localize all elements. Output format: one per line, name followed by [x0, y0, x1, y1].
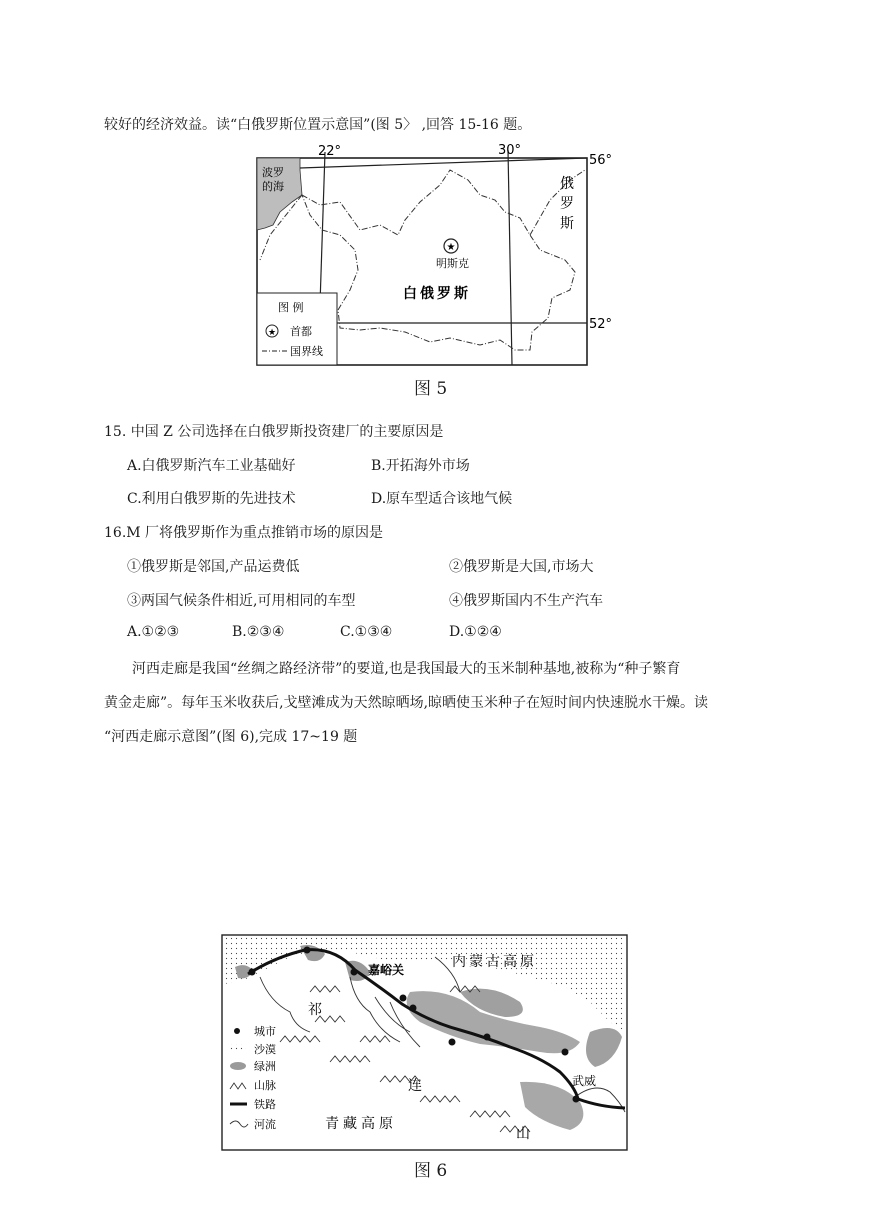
lon-30-label: 30° — [498, 143, 522, 158]
figure6-caption: 图 6 — [414, 1161, 448, 1181]
figure6-map — [220, 932, 630, 1152]
passage-line-2: 黄金走廊”。每年玉米收获后,戈壁滩成为天然晾晒场,晾晒使玉米种子在短时间内快速脱水干燥。读 — [104, 695, 709, 711]
city-dot — [484, 1034, 491, 1041]
city-dot — [410, 1005, 417, 1012]
passage-line-3: “河西走廊示意图”(图 6),完成 17~19 题 — [104, 729, 358, 745]
lian-label: 连 — [408, 1078, 422, 1094]
shan-label: 山 — [516, 1126, 530, 1142]
legend-oasis-label: 绿洲 — [254, 1060, 276, 1073]
qi-label: 祁 — [308, 1002, 322, 1018]
figure5-map — [240, 140, 640, 370]
q16-statement-4: ④俄罗斯国内不生产汽车 — [449, 593, 603, 609]
legend-railway-label: 铁路 — [254, 1098, 276, 1111]
q15-option-c: C.利用白俄罗斯的先进技术 — [127, 491, 296, 507]
belarus-label: 白俄罗斯 — [403, 286, 471, 302]
intro-line: 较好的经济效益。读“白俄罗斯位置示意国”(图 5〉 ,回答 15-16 题。 — [104, 117, 532, 133]
lat-52-label: 52° — [589, 317, 613, 332]
minsk-label: 明斯克 — [436, 257, 469, 270]
q16-option-d: D.①②④ — [449, 624, 502, 640]
city-dot — [249, 969, 256, 976]
legend-title: 图 例 — [278, 301, 304, 314]
q15-option-a: A.白俄罗斯汽车工业基础好 — [127, 458, 296, 474]
q16-option-b: B.②③④ — [232, 624, 285, 640]
russia-label-2: 罗 — [560, 196, 574, 212]
jiayuguan-label: 嘉峪关 — [368, 963, 405, 977]
city-dot — [304, 947, 311, 954]
svg-text:★: ★ — [267, 328, 277, 338]
wuwei-city-dot — [573, 1096, 580, 1103]
q15-option-d: D.原车型适合该地气候 — [371, 491, 513, 507]
svg-text:★: ★ — [446, 242, 456, 253]
baltic-label-1: 波罗 — [262, 166, 284, 179]
q15-stem: 15. 中国 Z 公司选择在白俄罗斯投资建厂的主要原因是 — [104, 424, 444, 440]
lat-56-label: 56° — [589, 153, 613, 168]
legend-border-label: 国界线 — [290, 345, 323, 358]
q16-option-c: C.①③④ — [340, 624, 393, 640]
wuwei-label: 武威 — [572, 1074, 597, 1088]
tibet-plateau-label: 青藏高原 — [325, 1116, 397, 1132]
passage-line-1: 河西走廊是我国“丝绸之路经济带”的要道,也是我国最大的玉米制种基地,被称为“种子繁育 — [132, 661, 681, 677]
city-dot — [351, 969, 358, 976]
lon-22-label: 22° — [318, 144, 342, 159]
russia-label-3: 斯 — [560, 216, 574, 232]
legend-capital-label: 首都 — [290, 325, 312, 338]
russia-label-1: 俄 — [560, 176, 574, 192]
legend-city-label: 城市 — [254, 1025, 276, 1038]
inner-mongolia-label: 内蒙古高原 — [452, 954, 537, 970]
city-dot — [400, 995, 407, 1002]
q16-statement-3: ③两国气候条件相近,可用相同的车型 — [127, 593, 356, 609]
baltic-label-2: 的海 — [262, 180, 284, 193]
q16-statement-2: ②俄罗斯是大国,市场大 — [449, 559, 594, 575]
q16-statement-1: ①俄罗斯是邻国,产品运费低 — [127, 559, 300, 575]
city-dot — [449, 1039, 456, 1046]
legend-mountain-label: 山脉 — [254, 1079, 276, 1092]
city-dot — [562, 1049, 569, 1056]
q16-option-a: A.①②③ — [127, 624, 180, 640]
legend-desert-label: 沙漠 — [254, 1043, 276, 1056]
figure5-caption: 图 5 — [414, 379, 448, 399]
q15-option-b: B.开拓海外市场 — [371, 458, 470, 474]
legend-river-label: 河流 — [254, 1118, 276, 1131]
q16-stem: 16.M 厂将俄罗斯作为重点推销市场的原因是 — [104, 525, 384, 541]
